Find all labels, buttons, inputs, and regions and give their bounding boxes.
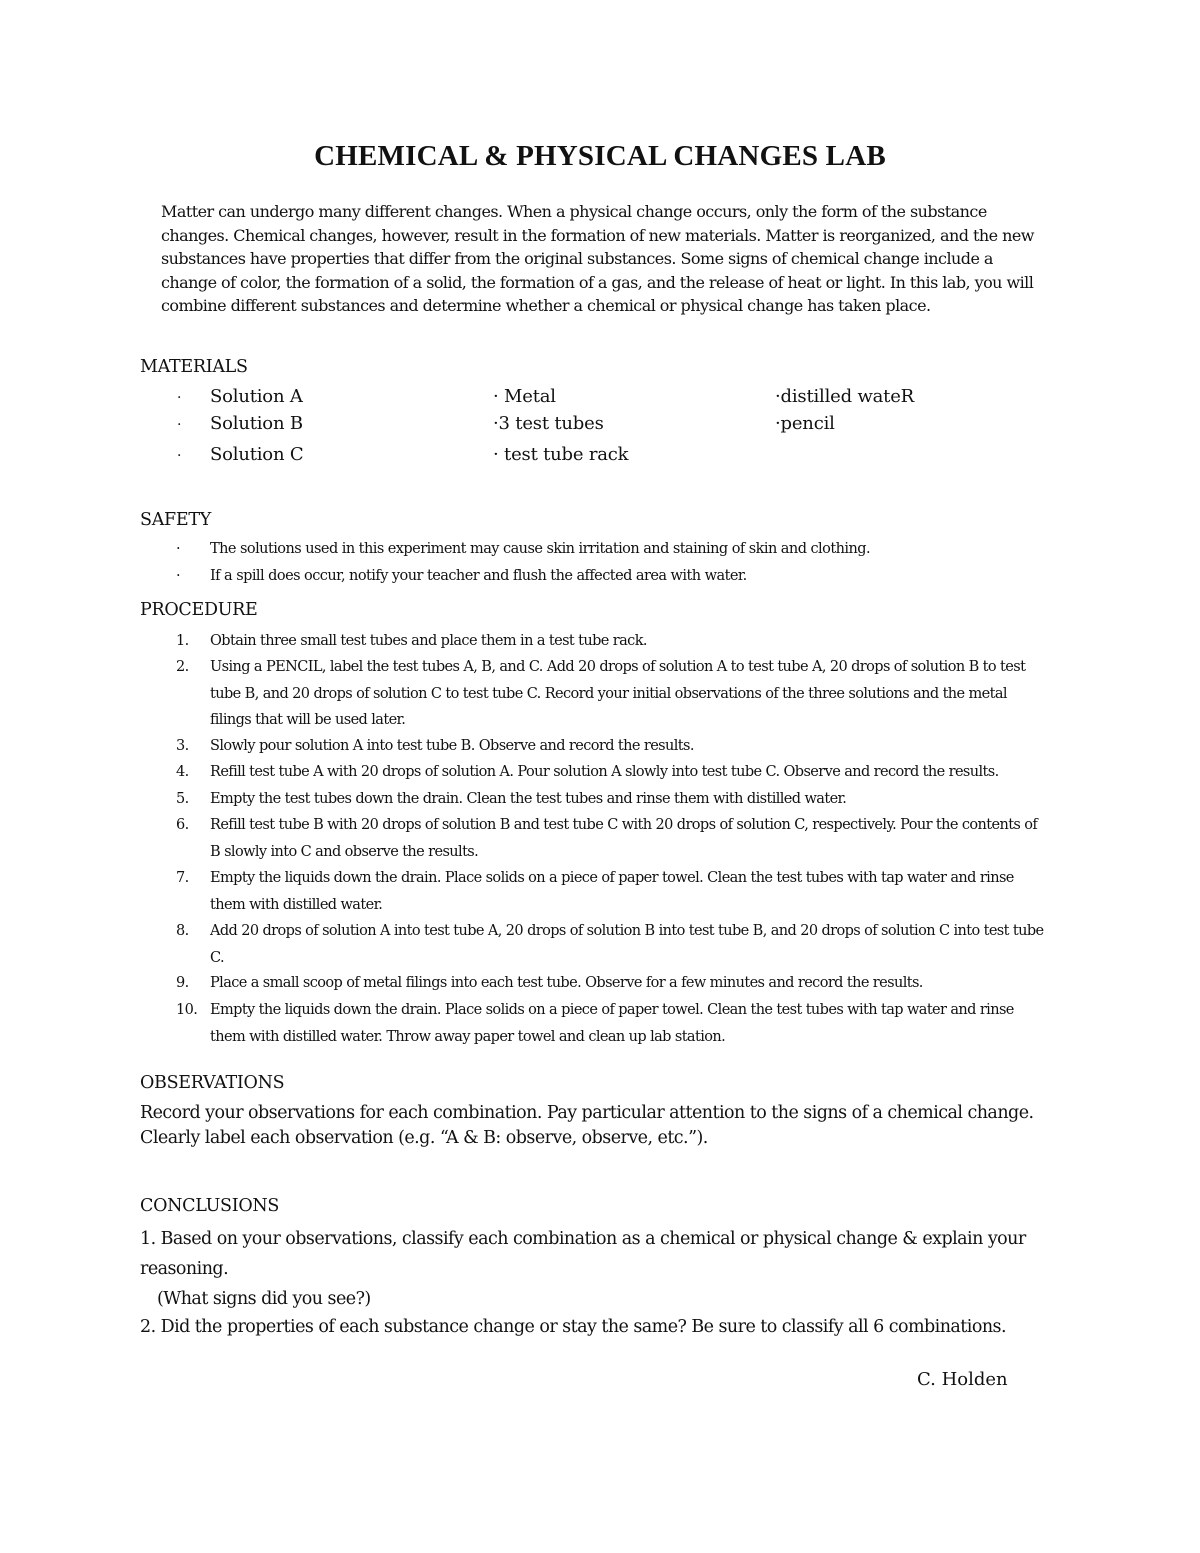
procedure-step xyxy=(176,812,1046,865)
step-text: Slowly pour solution A into test tube B. Observe and record the results. xyxy=(210,738,694,754)
safety-item: If a spill does occur, notify your teacher and flush the affected area with water. xyxy=(210,568,747,584)
observations-line: Record your observations for each combination. Pay particular attention to the signs of a chemical change. xyxy=(140,1103,1034,1123)
step-text: Refill test tube B with 20 drops of solution B and test tube C with 20 drops of solution C, respectively. Pour the contents of B slowly into C and observe the results. xyxy=(210,817,1038,860)
safety-heading: SAFETY xyxy=(140,510,211,530)
material-item: ·3 test tubes xyxy=(493,413,604,434)
author-signature: C. Holden xyxy=(917,1369,1008,1390)
step-number: 3. xyxy=(176,738,189,754)
step-number: 7. xyxy=(176,870,189,886)
step-text: Add 20 drops of solution A into test tube A, 20 drops of solution B into test tube B, and 20 drops of solution C into test tube C. xyxy=(210,923,1044,966)
question-line: (What signs did you see?) xyxy=(157,1289,371,1309)
step-number: 2. xyxy=(176,659,189,675)
page-title: CHEMICAL & PHYSICAL CHANGES LAB xyxy=(314,140,886,172)
procedure-heading: PROCEDURE xyxy=(140,600,258,620)
question-line: 1. Based on your observations, classify each combination as a chemical or physical change & explain your reasoning. xyxy=(140,1229,1026,1279)
bullet: · xyxy=(176,541,181,557)
materials-heading: MATERIALS xyxy=(140,357,248,377)
conclusions-heading: CONCLUSIONS xyxy=(140,1196,280,1216)
step-text: Place a small scoop of metal filings into each test tube. Observe for a few minutes and record the results. xyxy=(210,975,923,991)
step-number: 8. xyxy=(176,923,189,939)
procedure-step xyxy=(176,865,1046,918)
material-item: Solution B xyxy=(210,413,303,434)
observations-text xyxy=(140,1101,1040,1151)
step-text: Using a PENCIL, label the test tubes A, B, and C. Add 20 drops of solution A to test tube A, 20 drops of solution B to test tube B, and 20 drops of solution C to test tube C. Record your initial observations of the three solutions and the metal filings that will be used later. xyxy=(210,659,1026,728)
material-item: · Metal xyxy=(493,386,556,407)
bullet: · xyxy=(177,417,182,433)
step-number: 1. xyxy=(176,633,189,649)
step-text: Empty the liquids down the drain. Place solids on a piece of paper towel. Clean the test tubes with tap water and rinse them with distilled water. Throw away paper towel and clean up lab station. xyxy=(210,1002,1014,1045)
step-number: 4. xyxy=(176,764,189,780)
procedure-step xyxy=(176,997,1046,1050)
conclusion-question-1 xyxy=(140,1224,1080,1314)
procedure-step xyxy=(176,759,1046,786)
material-item: · test tube rack xyxy=(493,444,629,465)
step-text: Empty the liquids down the drain. Place solids on a piece of paper towel. Clean the test tubes with tap water and rinse them with distilled water. xyxy=(210,870,1014,913)
procedure-step xyxy=(176,970,1046,997)
material-item: Solution A xyxy=(210,386,303,407)
bullet: · xyxy=(177,448,182,464)
step-number: 10. xyxy=(176,1002,198,1018)
procedure-step xyxy=(176,654,1046,734)
material-item: ·distilled wateR xyxy=(775,386,915,407)
step-number: 5. xyxy=(176,791,189,807)
procedure-step xyxy=(176,628,1046,655)
step-text: Obtain three small test tubes and place them in a test tube rack. xyxy=(210,633,647,649)
bullet: · xyxy=(176,568,181,584)
material-item: ·pencil xyxy=(775,413,835,434)
intro-paragraph: Matter can undergo many different changes. When a physical change occurs, only the form of the substance changes. Chemical changes, however, result in the formation of new materials. Matter is reorganized, and the new substances have properties that differ from the original substances. Some signs of chemical change include a change of color, the formation of a solid, the formation of a gas, and the release of heat or light. In this lab, you will combine different substances and determine whether a chemical or physical change has taken place. xyxy=(161,202,1034,315)
conclusion-question-2: 2. Did the properties of each substance change or stay the same? Be sure to classify all 6 combinations. xyxy=(140,1317,1006,1337)
observations-heading: OBSERVATIONS xyxy=(140,1073,285,1093)
step-number: 9. xyxy=(176,975,189,991)
step-number: 6. xyxy=(176,817,189,833)
observations-line: Clearly label each observation (e.g. “A & B: observe, observe, etc.”). xyxy=(140,1128,708,1148)
step-text: Empty the test tubes down the drain. Clean the test tubes and rinse them with distilled water. xyxy=(210,791,847,807)
procedure-step xyxy=(176,918,1046,971)
procedure-step xyxy=(176,786,1046,813)
procedure-step xyxy=(176,733,1046,760)
bullet: · xyxy=(177,390,182,406)
material-item: Solution C xyxy=(210,444,304,465)
safety-item: The solutions used in this experiment may cause skin irritation and staining of skin and clothing. xyxy=(210,541,871,557)
step-text: Refill test tube A with 20 drops of solution A. Pour solution A slowly into test tube C. Observe and record the results. xyxy=(210,764,999,780)
